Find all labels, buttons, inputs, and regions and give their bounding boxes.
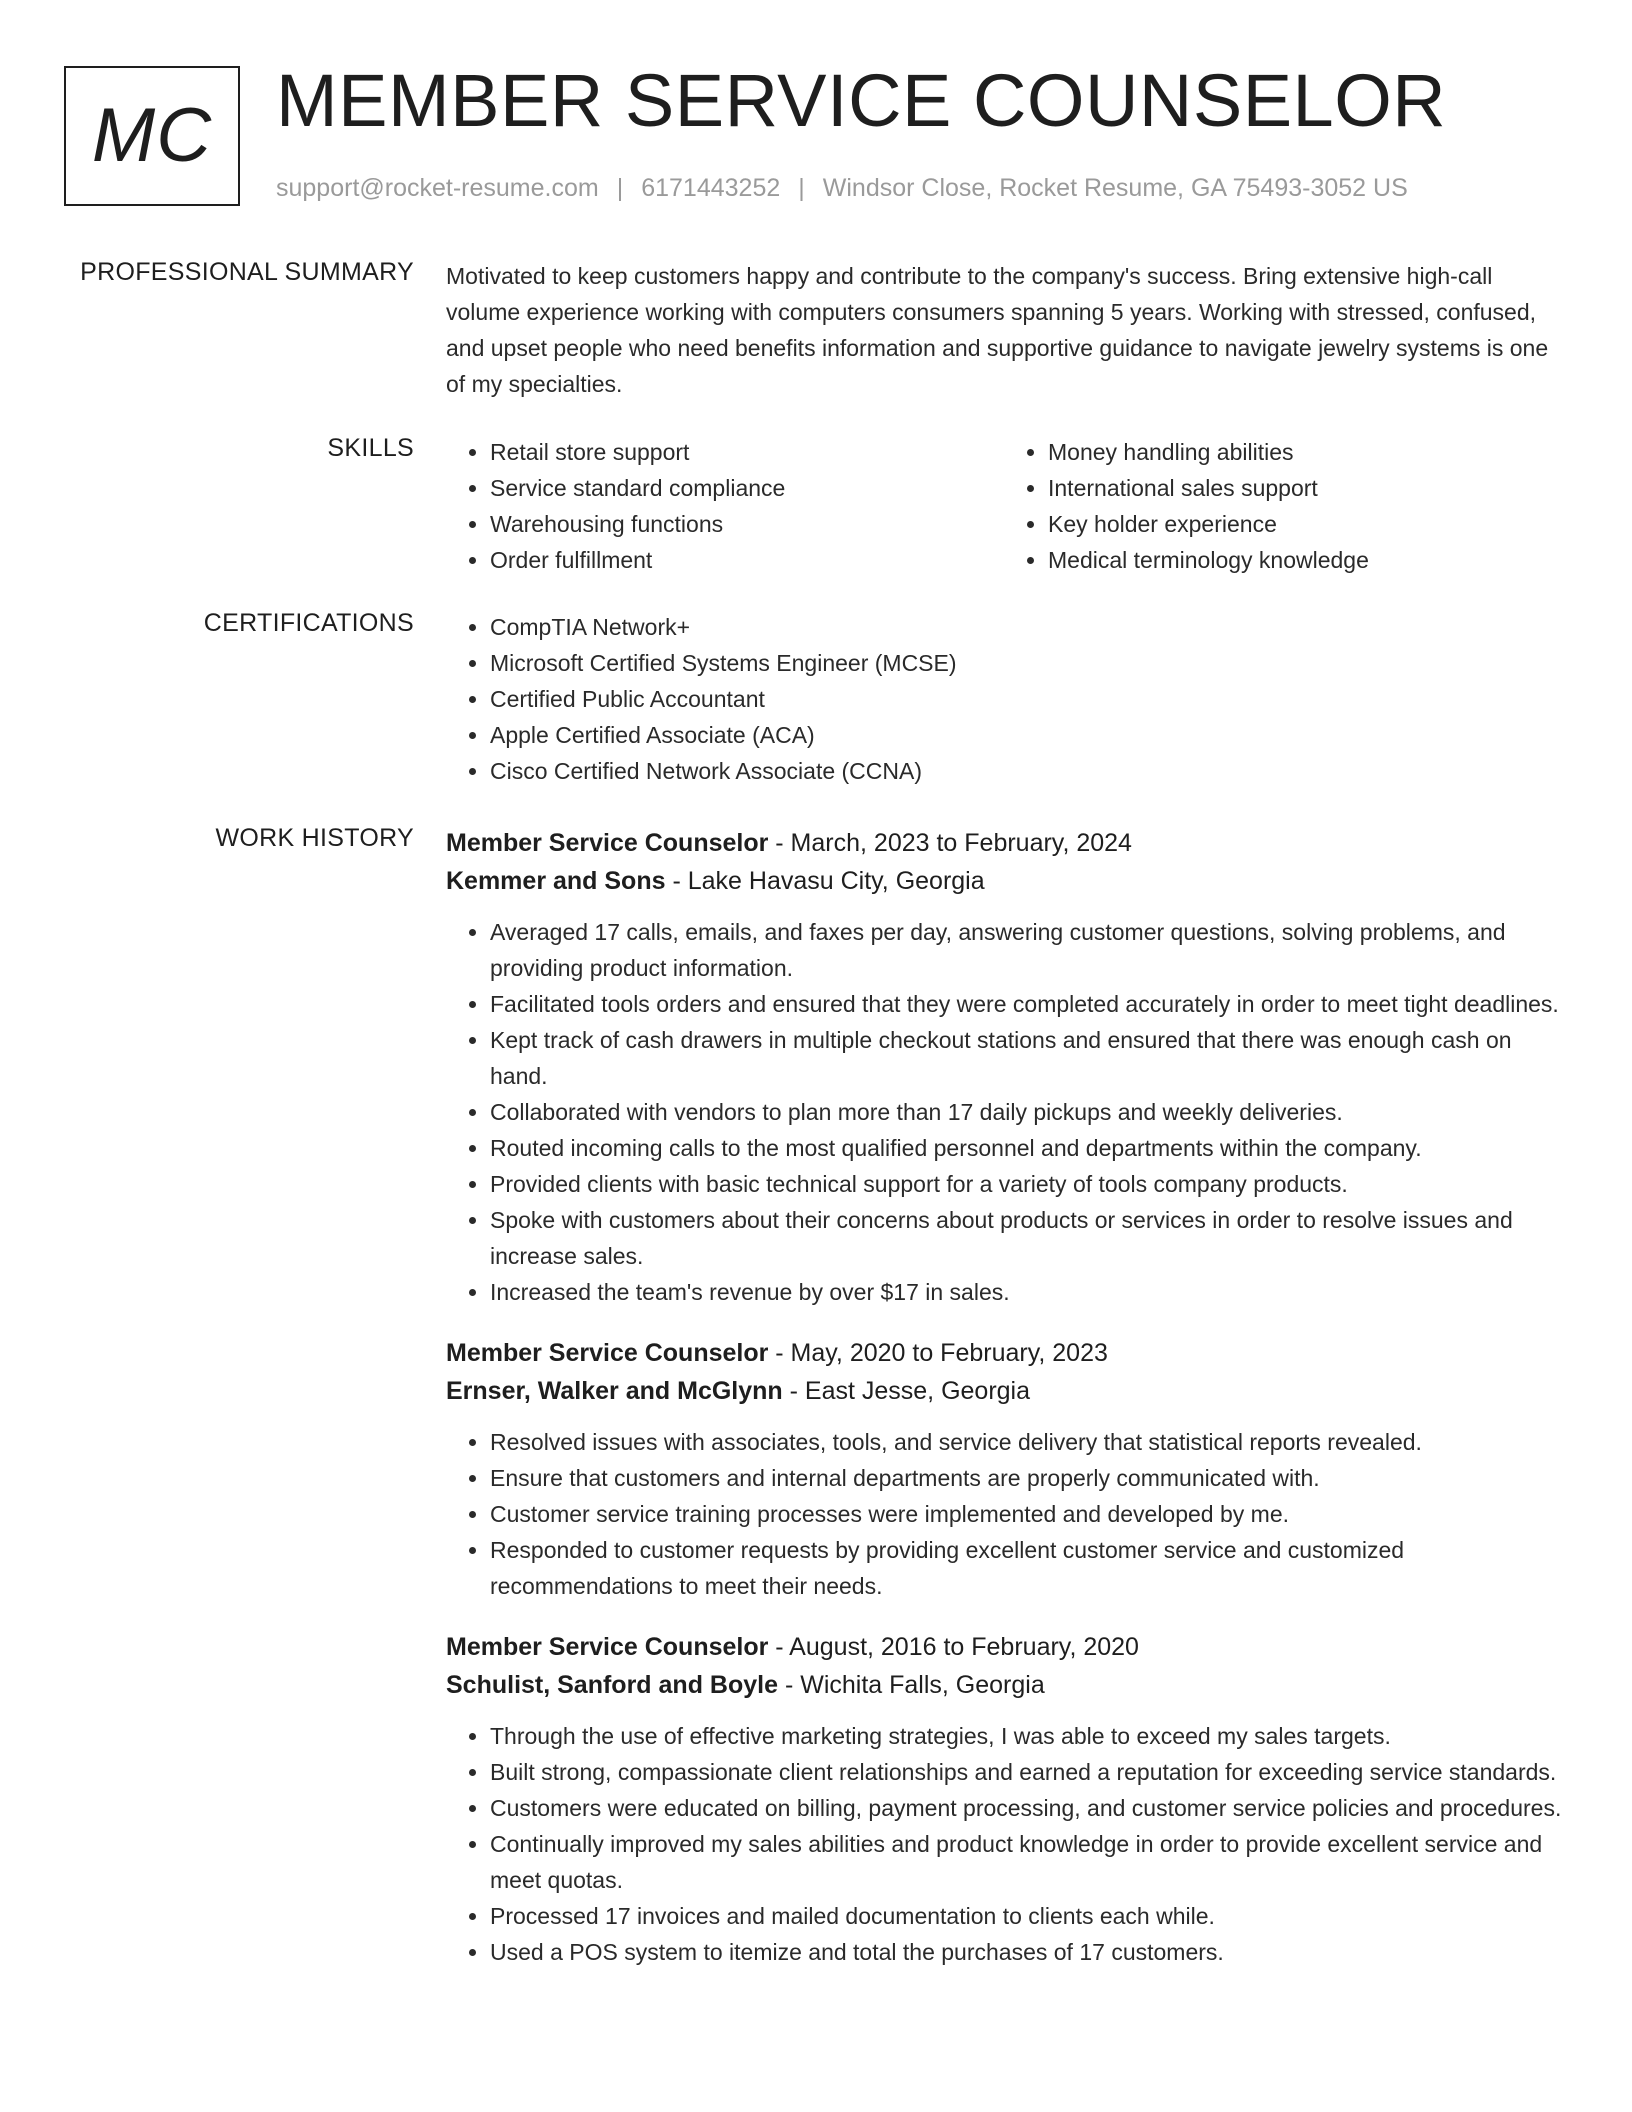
job-role: Member Service Counselor: [446, 1633, 769, 1661]
job-company-line: [446, 862, 1562, 900]
contact-phone: 6171443252: [641, 174, 781, 202]
job-bullets: [446, 914, 1562, 1310]
job-dates: - August, 2016 to February, 2020: [768, 1633, 1139, 1661]
contact-email: support@rocket-resume.com: [276, 174, 599, 202]
certifications-title: CERTIFICATIONS: [203, 609, 414, 637]
resume-name: MEMBER SERVICE COUNSELOR: [276, 59, 1447, 142]
job-company-line: [446, 1666, 1562, 1704]
contact-separator: |: [616, 174, 624, 202]
job-bullet: • Processed 17 invoices and mailed documentation to clients each while.: [490, 1898, 1562, 1934]
job-role-line: [446, 824, 1562, 862]
job-bullet: • Routed incoming calls to the most qualified personnel and departments within the company.: [490, 1130, 1562, 1166]
job-entry: [446, 824, 1562, 1310]
skill-item: • Warehousing functions: [490, 506, 1004, 542]
job-bullet: • Ensure that customers and internal departments are properly communicated with.: [490, 1460, 1562, 1496]
skills-title: SKILLS: [327, 434, 414, 462]
job-entry: [446, 1628, 1562, 1970]
job-bullet: • Through the use of effective marketing strategies, I was able to exceed my sales targets.: [490, 1718, 1562, 1754]
monogram-box: [64, 66, 240, 206]
job-location: - Lake Havasu City, Georgia: [665, 867, 985, 895]
job-bullet: • Provided clients with basic technical support for a variety of tools company products.: [490, 1166, 1562, 1202]
job-bullet: • Averaged 17 calls, emails, and faxes per day, answering customer questions, solving problems, and providing product information.: [490, 914, 1562, 986]
contact-address: Windsor Close, Rocket Resume, GA 75493-3052 US: [822, 174, 1408, 202]
job-bullet: • Collaborated with vendors to plan more than 17 daily pickups and weekly deliveries.: [490, 1094, 1562, 1130]
contact-separator: |: [798, 174, 805, 202]
skill-item: • Order fulfillment: [490, 542, 1004, 578]
job-bullets: [446, 1718, 1562, 1970]
job-bullet: • Kept track of cash drawers in multiple checkout stations and ensured that there was enough cash on hand.: [490, 1022, 1562, 1094]
certifications-body: [446, 609, 1562, 789]
skill-item: • Retail store support: [490, 434, 1004, 470]
job-dates: - May, 2020 to February, 2023: [768, 1339, 1108, 1367]
skill-item: • Money handling abilities: [1048, 434, 1562, 470]
job-role-line: [446, 1628, 1562, 1666]
job-bullet: • Built strong, compassionate client relationships and earned a reputation for exceeding service standards.: [490, 1754, 1562, 1790]
summary-body: [446, 258, 1562, 402]
certification-item: • Apple Certified Associate (ACA): [490, 717, 1562, 753]
job-company-line: [446, 1372, 1562, 1410]
monogram-initials: MC: [91, 93, 213, 178]
job-bullet: • Continually improved my sales abilities and product knowledge in order to provide excellent service and meet quotas.: [490, 1826, 1562, 1898]
skills-columns: [446, 434, 1562, 578]
certification-item: • Certified Public Accountant: [490, 681, 1562, 717]
job-bullet: • Increased the team's revenue by over $17 in sales.: [490, 1274, 1562, 1310]
certification-item: • CompTIA Network+: [490, 609, 1562, 645]
work-history-title: WORK HISTORY: [215, 824, 414, 852]
job-bullet: • Spoke with customers about their concerns about products or services in order to resolve issues and increase sales.: [490, 1202, 1562, 1274]
job-role-line: [446, 1334, 1562, 1372]
job-location: - Wichita Falls, Georgia: [778, 1671, 1045, 1699]
job-role: Member Service Counselor: [446, 829, 769, 857]
work-history-body: [446, 824, 1562, 1994]
job-role: Member Service Counselor: [446, 1339, 769, 1367]
job-dates: - March, 2023 to February, 2024: [768, 829, 1132, 857]
skill-item: • Medical terminology knowledge: [1048, 542, 1562, 578]
job-entry: [446, 1334, 1562, 1604]
certification-item: • Microsoft Certified Systems Engineer (MCSE): [490, 645, 1562, 681]
job-bullet: • Resolved issues with associates, tools, and service delivery that statistical reports revealed.: [490, 1424, 1562, 1460]
skills-body: [446, 434, 1562, 578]
job-bullet: • Customers were educated on billing, payment processing, and customer service policies and procedures.: [490, 1790, 1562, 1826]
summary-title: PROFESSIONAL SUMMARY: [80, 258, 414, 286]
job-bullet: • Facilitated tools orders and ensured that they were completed accurately in order to meet tight deadlines.: [490, 986, 1562, 1022]
certification-item: • Cisco Certified Network Associate (CCNA): [490, 753, 1562, 789]
job-bullet: • Responded to customer requests by providing excellent customer service and customized recommendations to meet their needs.: [490, 1532, 1562, 1604]
job-bullets: [446, 1424, 1562, 1604]
job-bullet: • Customer service training processes were implemented and developed by me.: [490, 1496, 1562, 1532]
job-company: Schulist, Sanford and Boyle: [446, 1671, 778, 1699]
certifications-list: [446, 609, 1562, 789]
job-bullet: • Used a POS system to itemize and total the purchases of 17 customers.: [490, 1934, 1562, 1970]
skills-list-right: [1004, 434, 1562, 578]
job-company: Kemmer and Sons: [446, 867, 666, 895]
job-company: Ernser, Walker and McGlynn: [446, 1377, 783, 1405]
skill-item: • Service standard compliance: [490, 470, 1004, 506]
skill-item: • Key holder experience: [1048, 506, 1562, 542]
job-location: - East Jesse, Georgia: [782, 1377, 1031, 1405]
contact-line: [276, 174, 1408, 203]
skills-list-left: [446, 434, 1004, 578]
skill-item: • International sales support: [1048, 470, 1562, 506]
summary-text: Motivated to keep customers happy and contribute to the company's success. Bring extensive high-call volume experience working with computers consumers spanning 5 years. Working with stressed, confused, and upset people who need benefits information and supportive guidance to navigate jewelry systems is one of my specialties.: [446, 263, 1549, 397]
